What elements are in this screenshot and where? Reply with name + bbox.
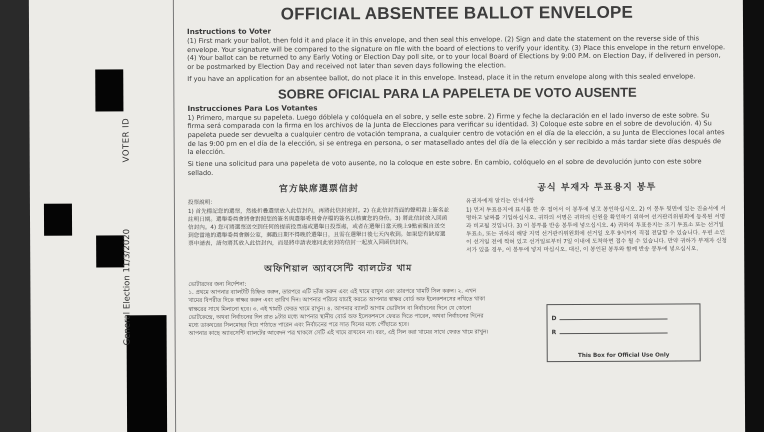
bengali-note-text: আপনার কাছে অ্যাবসেন্টি ব্যালটের আবেদন পত্র থাকলে সেটি এই খামে রাখবেন না। বরং, এই সিল করা খামের সাথে ফেরত খামে রাখুন। [188, 329, 489, 337]
bengali-heading: ভোটারদের জন্য নির্দেশনা: [188, 281, 247, 289]
spanish-instructions-heading: Instrucciones Para Los Votantes [187, 102, 318, 113]
english-instructions-text: (1) First mark your ballot, then fold it and place it in this envelope, and then seal this envelope. (2) Sign and date the statement on the reverse side of this envelope. Your signature will be compared to the signature on file with the board of elections to verify your identity. (3) Place this envelope in the return envelope. (4) Your ballot can be returned to any Early Voting or Election Day poll site, or to your local Board of Elections by 9:00 P.M. on Election Day, if delivered in person, or be postmarked by Election Day and received not later than seven days following the election. [187, 34, 726, 72]
election-date-label: General Election 11/3/2020 [122, 228, 133, 346]
bengali-section [188, 259, 489, 365]
spanish-instructions-text: 1) Primero, marque su papeleta. Luego dóblela y colóquela en el sobre, y selle este sobre. 2) Firme y feche la declaración en el lado inverso de este sobre. Su firma será comparada con la firma en los archivos de la Junta de Elecciones para verificar su identidad. 3) Coloque este sobre en el sobre de devolución. 4) Su papeleta puede ser devuelta a cualquier centro de votación temprana, a cualquier centro de votación en el día de la elección, a su Junta de Elecciones local antes de las 9:00 pm en el día de la elección, si se entrega en persona, o ser matasellado antes del día de la elección y ser recibido a más tardar siete días después de la elección. [187, 110, 725, 157]
chinese-section [188, 179, 450, 256]
official-use-caption: This Box for Official Use Only [577, 352, 670, 360]
korean-title: 공식 부재자 투표용지 봉투 [537, 183, 657, 194]
bottom-row [188, 257, 729, 364]
official-r-line: R [552, 327, 668, 337]
chinese-text: 1) 首先標記您的選票，然後折疊選票放入此信封內，再將此信封密封。2) 在此信封背面的聲明書上簽名並註明日期。選舉委員會將會對照您的簽名與選舉委員會存檔的簽名以核實您的身份。3) 將此信封放入回函信封內。4) 您可將選票送交到任何的提前投票處或選舉日投票處，或者在選舉日當天晚上9點前親自送交到您當地的選舉委員會辦公室，郵戳日期不得晚於選舉日，且需在選舉日後七天內收到。如果您有缺席選票申請表，請勿將其放入此信封內，而是將申請表連同此密封的信封一起放入回函信封內。 [187, 207, 450, 248]
redaction-bar [95, 69, 123, 111]
dark-background-right [742, 0, 764, 432]
korean-heading: 유권자에게 알리는 안내사항 [465, 198, 535, 206]
spanish-title: SOBRE OFICIAL PARA LA PAPELETA DE VOTO AUSENTE [277, 84, 637, 102]
official-use-box [546, 304, 700, 363]
bengali-title: অফিশিয়াল অ্যাবসেন্টি ব্যালটের খাম [264, 264, 413, 275]
voter-id-label: VOTER ID [121, 117, 132, 163]
bengali-text: ১. প্রথমে আপনার ব্যালটটি চিহ্নিত করুন, তারপরে এটি ভাঁজ করুন এবং এই খামে রাখুন এবং তারপরে খামটি সিল করুন। ২. এখন খামের বিপরীত দিকে স্বাক্ষর করুন এবং তারিখ দিন। আপনার পরিচয় যাচাই করতে আপনার স্বাক্ষর বোর্ড অফ ইলেকশনসের নথিতে থাকা স্বাক্ষরের সাথে মিলানো হবে। ৩. এই খামটি ফেরত খামে রাখুন। ৪. আপনার ব্যালট আগাম ভোটদান বা নির্বাচনের দিনে যে কোনো ভোটকেন্দ্রে, অথবা নির্বাচনের দিন রাত ৯টার মধ্যে আপনার স্থানীয় বোর্ড অফ ইলেকশনসে ফেরত দিতে পারেন, অথবা নির্বাচনের দিনের মধ্যে ডাকঘরের সিলমোহর দিয়ে পাঠাতে পারেন এবং নির্বাচনের পরে সাত দিনের মধ্যে পৌঁছাতে হবে। [188, 288, 485, 329]
dark-background-left [0, 0, 30, 432]
official-d-line: D [552, 313, 668, 323]
ballot-envelope [29, 0, 745, 432]
korean-text: 1) 먼저 투표용지에 표시를 한 후 접어서 이 봉투에 넣고 봉인하십시오. 2) 이 봉투 뒷면에 있는 진술서에 서명하고 날짜를 기입하십시오. 귀하의 서명은 귀하의 신원을 확인하기 위하여 선거관리위원회에 등록된 서명과 비교될 것입니다. 3) 이 봉투를 반송 봉투에 넣으십시오. 4) 귀하의 투표용지는 조기 투표소 또는 선거일 투표소, 또는 귀하의 해당 지역 선거관리위원회에 선거일 오후 9시까지 직접 전달할 수 있습니다. 우편 소인이 선거일 전에 찍혀 있고 선거일로부터 7일 이내에 도착하면 접수 될 수 있습니다. 만약 귀하가 부재자 신청서가 있을 경우, 이 봉투에 넣지 마십시오. 대신, 이 봉인된 봉투와 함께 반송 봉투에 넣으십시오. [465, 205, 727, 254]
english-note-text: If you have an application for an absentee ballot, do not place it in this envelope. Instead, place it in the return envelope along with this sealed envelope. [187, 72, 696, 83]
chinese-heading: 投票說明： [187, 200, 216, 207]
envelope-content [187, 0, 729, 364]
redaction-bar [44, 204, 72, 236]
chinese-title: 官方缺席選票信封 [278, 184, 359, 196]
korean-section [466, 178, 728, 255]
english-title: OFFICIAL ABSENTEE BALLOT ENVELOPE [280, 2, 634, 24]
fold-line [173, 0, 176, 432]
english-instructions-heading: Instructions to Voter [187, 26, 272, 37]
asian-language-columns [188, 178, 728, 257]
spanish-note-text: Si tiene una solicitud para una papeleta de voto ausente, no la coloque en este sobre. En cambio, colóquelo en el sobre de devolución junto con este sobre sellado. [187, 157, 702, 177]
redaction-bar [96, 235, 124, 267]
